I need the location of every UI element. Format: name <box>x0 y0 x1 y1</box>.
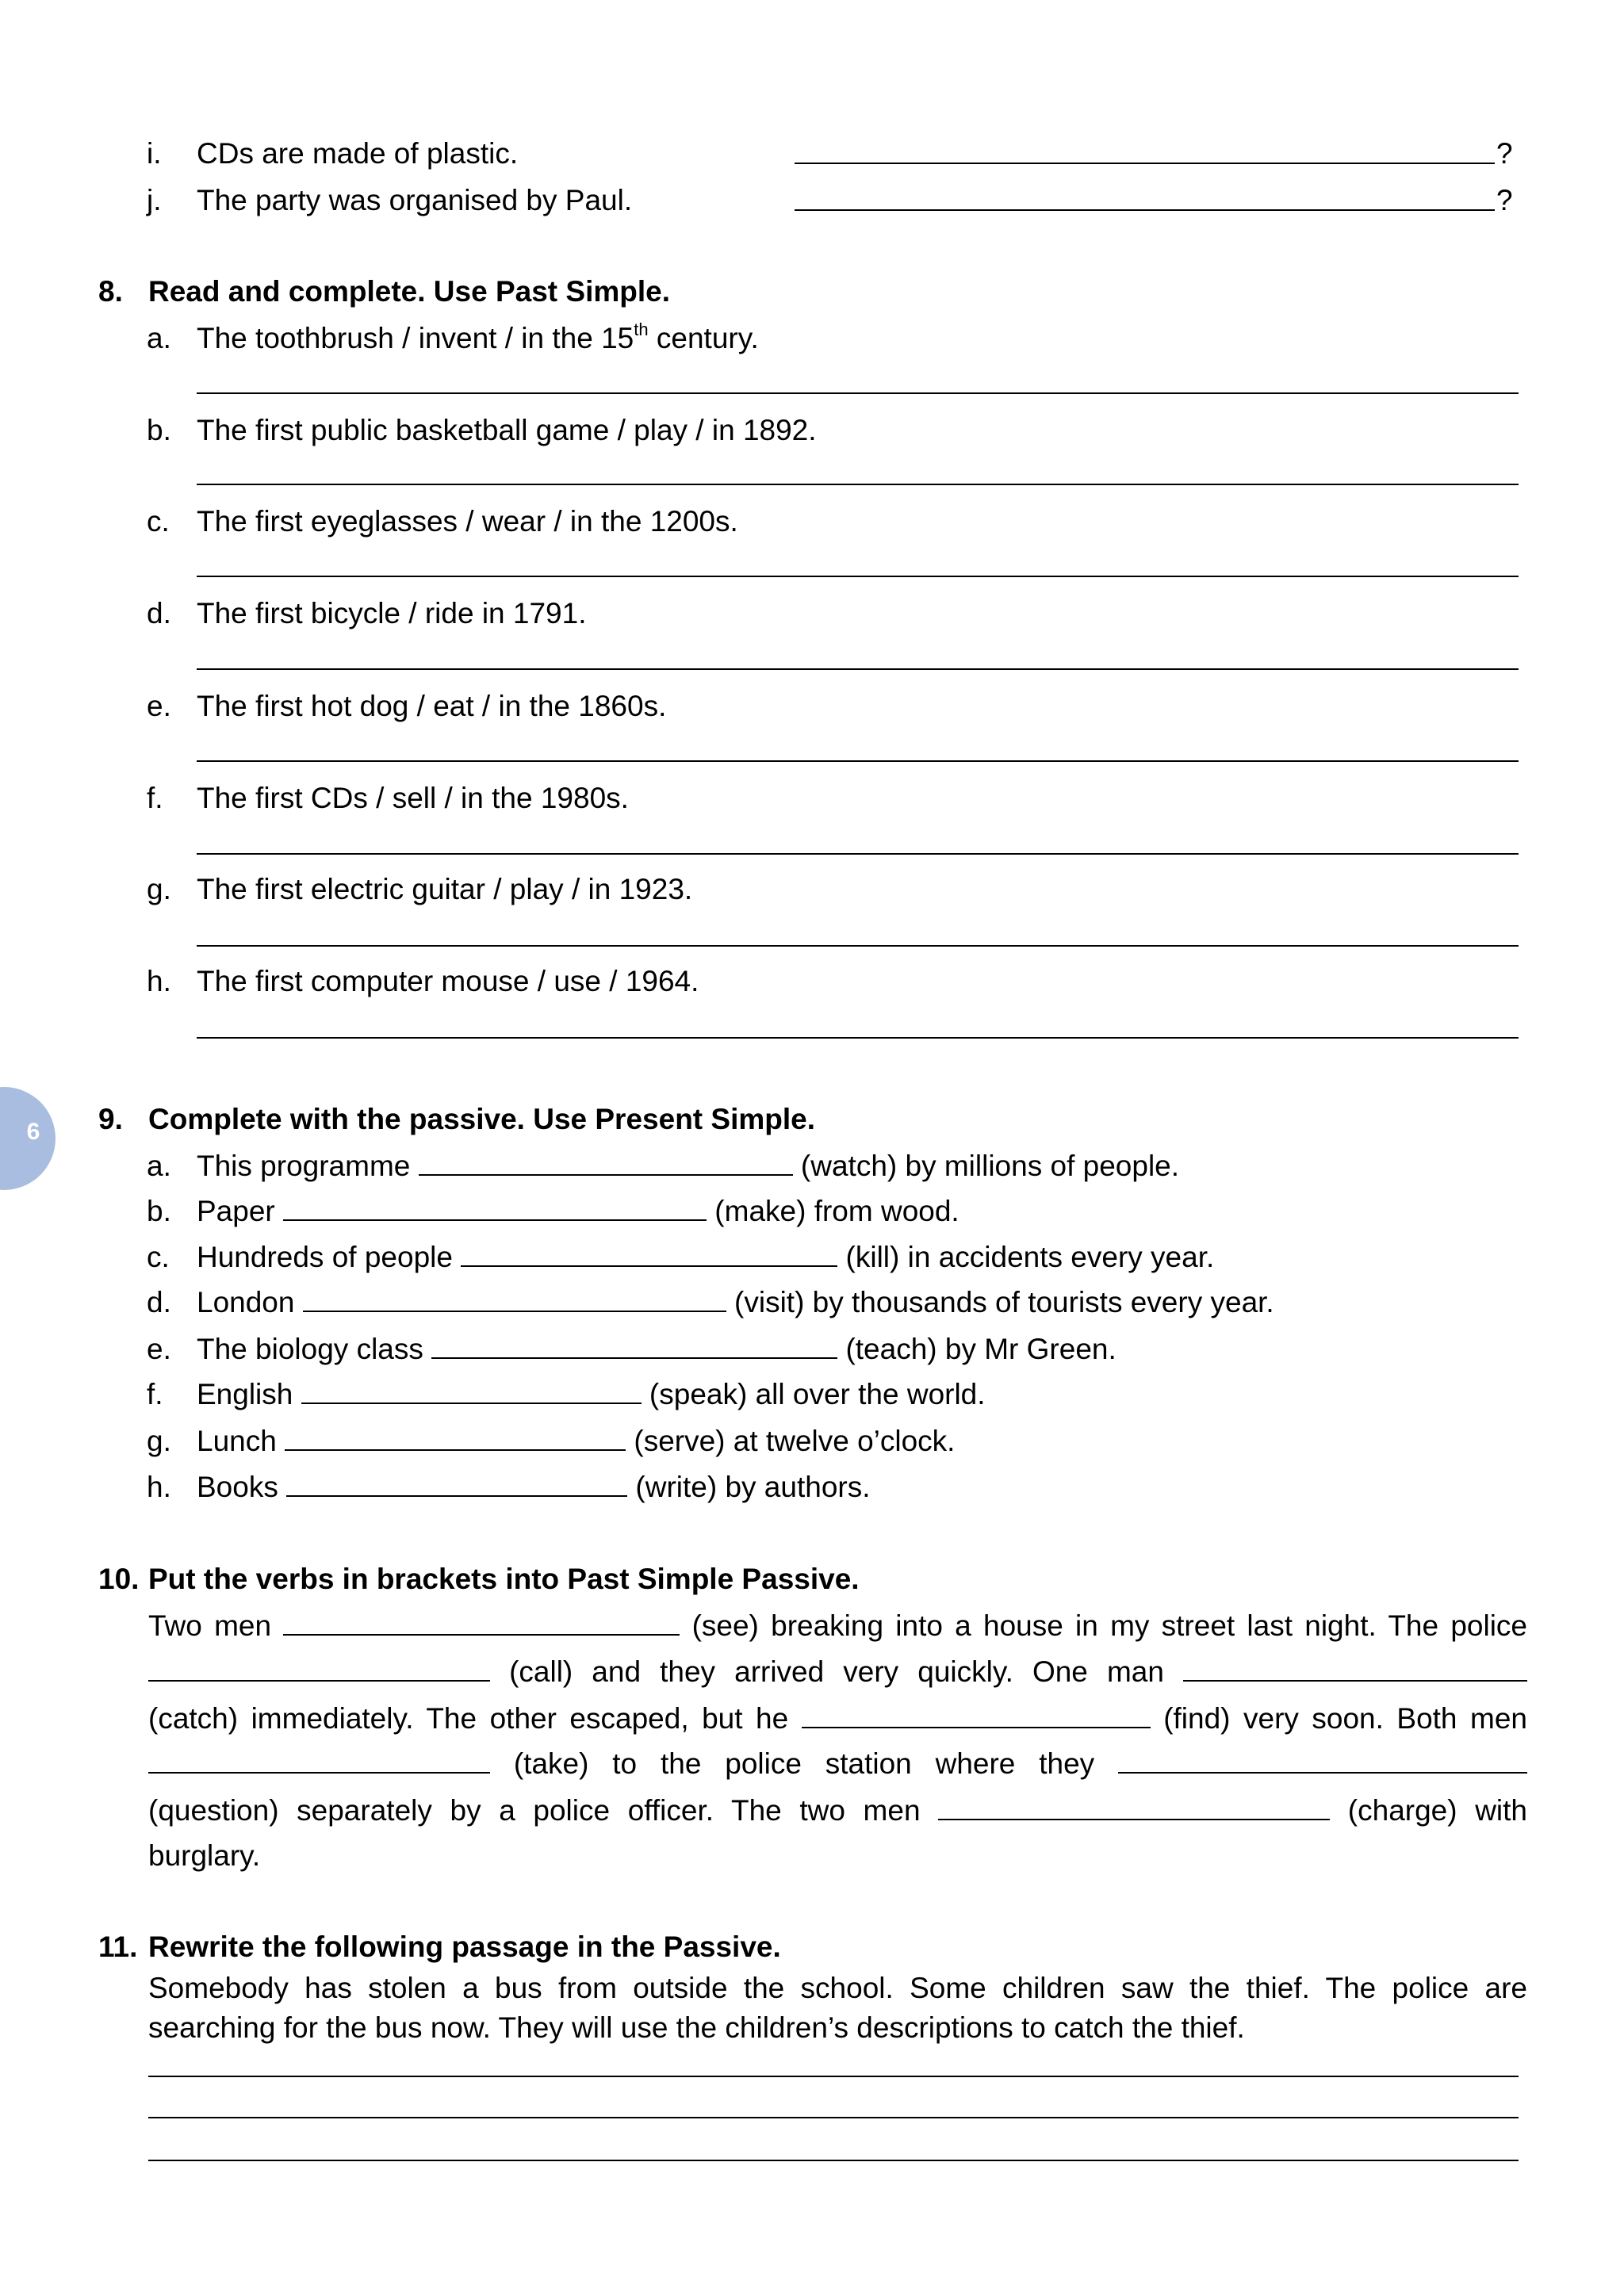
item-text-after: (make) from wood. <box>714 1195 959 1227</box>
item-text-after: (watch) by millions of people. <box>800 1150 1180 1182</box>
answer-line <box>148 2117 1519 2118</box>
item-letter: a. <box>147 322 171 354</box>
item-text-after: (speak) all over the world. <box>649 1378 986 1410</box>
exercise11-heading <box>0 1929 1624 1965</box>
exercise7-item <box>0 182 1624 219</box>
item-text-before: Paper <box>197 1195 275 1227</box>
passage-text: (see) breaking into a house in my street last night. The police <box>691 1609 1528 1642</box>
passage-text: (charge) with <box>1347 1794 1527 1827</box>
item-sentence <box>197 1469 871 1506</box>
passage-line <box>148 1608 1527 1644</box>
exercise-instruction: Put the verbs in brackets into Past Simple Passive. <box>148 1563 860 1595</box>
item-letter: b. <box>147 414 171 446</box>
item-letter: g. <box>147 1425 171 1457</box>
item-text: CDs are made of plastic. <box>197 137 519 170</box>
passage-text: (question) separately by a police officer. The two men <box>148 1794 921 1827</box>
passage-text: (take) to the police station where they <box>513 1747 1095 1780</box>
item-letter: f. <box>147 782 163 814</box>
passage-line <box>148 2010 1527 2046</box>
question-mark: ? <box>1496 137 1513 170</box>
item-letter: b. <box>147 1195 171 1227</box>
passage-line <box>148 1701 1527 1737</box>
passage-text: searching for the bus now. They will use the children’s descriptions to catch the thief. <box>148 2011 1245 2044</box>
exercise9-item <box>0 1423 1624 1460</box>
passage-line <box>148 1838 1527 1874</box>
item-text: The first hot dog / eat / in the 1860s. <box>197 690 667 722</box>
passage-text: Two men <box>148 1609 272 1642</box>
answer-blank <box>283 1610 680 1636</box>
item-text: The first CDs / sell / in the 1980s. <box>197 782 629 814</box>
passage-line <box>148 1654 1527 1690</box>
answer-line <box>197 945 1519 947</box>
answer-blank <box>795 182 1495 211</box>
exercise9-item <box>0 1376 1624 1413</box>
item-sentence <box>197 1193 959 1230</box>
answer-blank <box>419 1150 793 1176</box>
passage-line <box>148 1793 1527 1829</box>
item-letter: d. <box>147 1286 171 1318</box>
answer-blank <box>1118 1748 1527 1774</box>
exercise8-item <box>0 780 1624 817</box>
item-text-before: This programme <box>197 1150 411 1182</box>
item-text-before: Lunch <box>197 1425 277 1457</box>
item-letter: c. <box>147 505 170 538</box>
item-text <box>197 320 759 357</box>
exercise9-item <box>0 1331 1624 1368</box>
item-sentence <box>197 1239 1214 1276</box>
item-letter: e. <box>147 1333 171 1365</box>
answer-blank <box>795 136 1495 164</box>
answer-line <box>197 392 1519 394</box>
item-sentence <box>197 1284 1274 1321</box>
item-text-before: The biology class <box>197 1333 423 1365</box>
item-sentence <box>197 1423 955 1460</box>
answer-blank <box>303 1287 726 1312</box>
passage-text: (call) and they arrived very quickly. One man <box>509 1655 1164 1688</box>
item-letter: a. <box>147 1150 171 1182</box>
answer-blank <box>285 1425 626 1451</box>
exercise-instruction: Rewrite the following passage in the Passive. <box>148 1931 781 1963</box>
item-letter: j. <box>147 184 162 216</box>
exercise8-item <box>0 503 1624 540</box>
exercise-number: 10. <box>98 1563 140 1595</box>
exercise8-item <box>0 871 1624 908</box>
item-text-before: Books <box>197 1471 278 1503</box>
exercise9-item <box>0 1148 1624 1184</box>
exercise8-item <box>0 320 1624 357</box>
exercise10-heading <box>0 1561 1624 1598</box>
exercise8-item <box>0 595 1624 632</box>
answer-blank <box>283 1196 707 1221</box>
item-text: The first computer mouse / use / 1964. <box>197 965 699 997</box>
answer-blank <box>938 1795 1330 1820</box>
answer-blank <box>461 1242 837 1267</box>
exercise7-item <box>0 136 1624 172</box>
answer-line <box>197 1037 1519 1039</box>
exercise-number: 8. <box>98 275 123 308</box>
exercise8-item <box>0 412 1624 449</box>
item-letter: d. <box>147 597 171 629</box>
item-text-main: The toothbrush / invent / in the 15 <box>197 322 634 354</box>
item-letter: c. <box>147 1241 170 1273</box>
answer-line <box>197 668 1519 670</box>
passage-text: (find) very soon. Both men <box>1163 1702 1527 1735</box>
item-text-after: (kill) in accidents every year. <box>845 1241 1215 1273</box>
answer-blank <box>148 1748 490 1774</box>
item-text-after: (write) by authors. <box>635 1471 871 1503</box>
item-text: The first eyeglasses / wear / in the 1200s. <box>197 505 738 538</box>
answer-line <box>148 2076 1519 2077</box>
item-text-after: (serve) at twelve o’clock. <box>634 1425 956 1457</box>
answer-blank <box>1183 1656 1527 1682</box>
exercise9-item <box>0 1469 1624 1506</box>
item-text-end: century. <box>648 322 759 354</box>
item-text-before: English <box>197 1378 293 1410</box>
item-text-before: London <box>197 1286 295 1318</box>
answer-blank <box>802 1703 1151 1728</box>
passage-text: (catch) immediately. The other escaped, but he <box>148 1702 789 1735</box>
answer-line <box>148 2160 1519 2161</box>
answer-line <box>197 576 1519 577</box>
passage-text: Somebody has stolen a bus from outside the school. Some children saw the thief. The police are <box>148 1972 1527 2004</box>
item-text: The first electric guitar / play / in 1923. <box>197 873 693 905</box>
ordinal-suffix: th <box>634 320 649 339</box>
exercise9-item <box>0 1284 1624 1321</box>
item-sentence <box>197 1148 1179 1184</box>
answer-line <box>197 484 1519 485</box>
item-letter: e. <box>147 690 171 722</box>
item-text-before: Hundreds of people <box>197 1241 453 1273</box>
answer-blank <box>148 1656 490 1682</box>
item-sentence <box>197 1376 986 1413</box>
exercise9-heading <box>0 1101 1624 1138</box>
item-letter: h. <box>147 1471 171 1503</box>
exercise8-item <box>0 963 1624 1000</box>
exercise-number: 11. <box>98 1931 138 1963</box>
page-number: 6 <box>26 1119 40 1145</box>
passage-line <box>148 1970 1527 2007</box>
item-text: The first public basketball game / play / in 1892. <box>197 414 817 446</box>
exercise-number: 9. <box>98 1103 123 1135</box>
exercise9-item <box>0 1193 1624 1230</box>
exercise8-item <box>0 688 1624 725</box>
answer-blank <box>301 1379 642 1404</box>
item-text-after: (visit) by thousands of tourists every year. <box>734 1286 1274 1318</box>
exercise9-item <box>0 1239 1624 1276</box>
passage-text: burglary. <box>148 1839 261 1872</box>
item-letter: i. <box>147 137 162 170</box>
item-text: The first bicycle / ride in 1791. <box>197 597 587 629</box>
item-letter: h. <box>147 965 171 997</box>
item-letter: g. <box>147 873 171 905</box>
question-mark: ? <box>1496 184 1513 216</box>
answer-blank <box>286 1471 627 1497</box>
item-sentence <box>197 1331 1116 1368</box>
passage-line <box>148 1746 1527 1782</box>
exercise-instruction: Complete with the passive. Use Present Simple. <box>148 1103 815 1135</box>
exercise8-heading <box>0 274 1624 310</box>
item-text: The party was organised by Paul. <box>197 184 633 216</box>
item-letter: f. <box>147 1378 163 1410</box>
exercise-instruction: Read and complete. Use Past Simple. <box>148 275 670 308</box>
item-text-after: (teach) by Mr Green. <box>845 1333 1116 1365</box>
answer-line <box>197 760 1519 762</box>
answer-line <box>197 853 1519 855</box>
answer-blank <box>431 1334 837 1359</box>
